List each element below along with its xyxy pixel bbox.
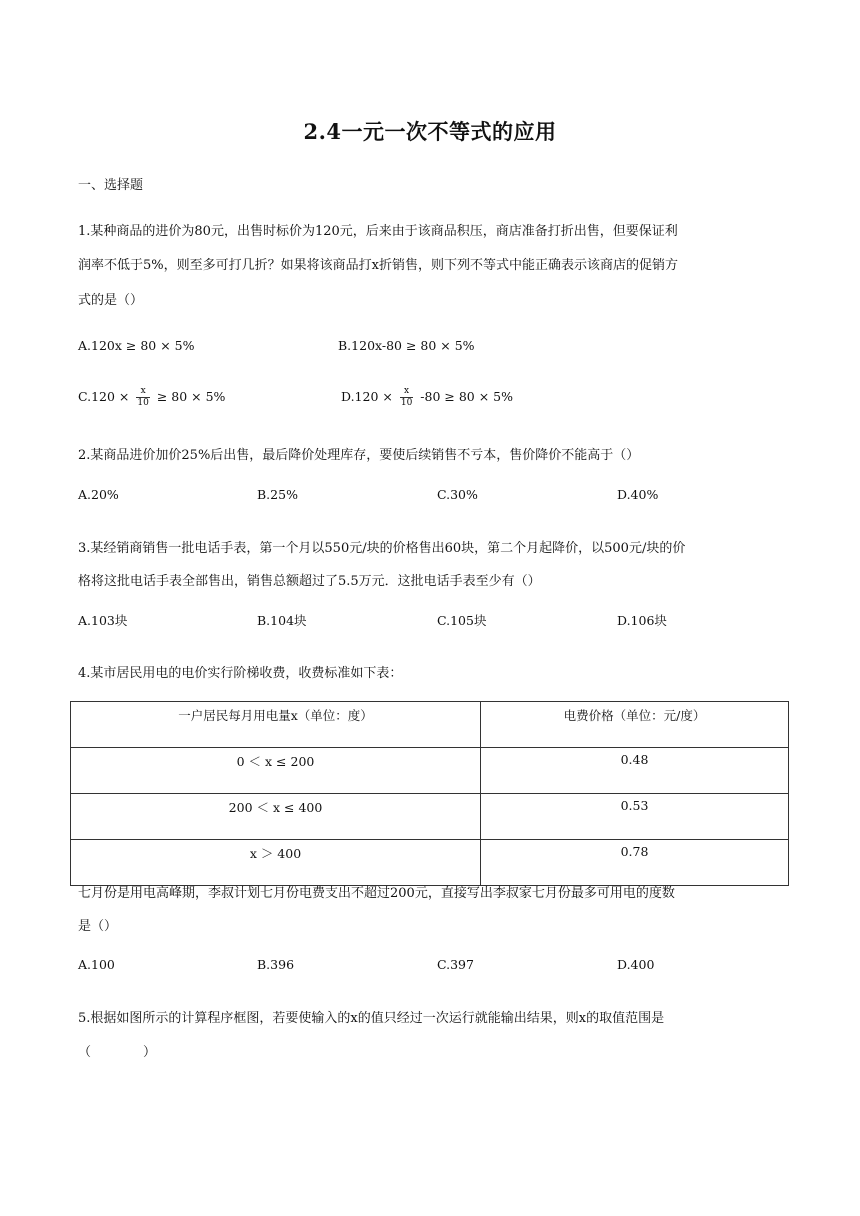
q4-intro: 4.某市居民用电的电价实行阶梯收费，收费标准如下表： bbox=[78, 666, 403, 681]
q1-text-line-1: 1.某种商品的进价为80元，出售时标价为120元，后来由于该商品积压，商店准备打折出售，但要保证利 bbox=[78, 224, 678, 239]
fraction-numerator: x bbox=[136, 386, 149, 398]
table-cell: 0.53 bbox=[481, 794, 789, 840]
q3-option-a: A.103块 bbox=[78, 613, 128, 628]
table-header-row bbox=[71, 702, 789, 748]
q5-text-line-1: 5.根据如图所示的计算程序框图，若要使输入的x的值只经过一次运行就能输出结果，则x的取值范围是 bbox=[78, 1011, 665, 1026]
fraction-numerator: x bbox=[400, 386, 413, 398]
table-header-cell: 一户居民每月用电量x（单位：度） bbox=[71, 702, 481, 748]
table-row bbox=[71, 794, 789, 840]
table-cell: 0.48 bbox=[481, 748, 789, 794]
q1-option-d-suffix: -80 ≥ 80 × 5% bbox=[420, 389, 513, 404]
q1-option-c-prefix: C.120 × bbox=[78, 389, 130, 404]
section-heading: 一、选择题 bbox=[78, 178, 144, 193]
table-row bbox=[71, 840, 789, 886]
q1-option-c bbox=[78, 386, 225, 409]
q1-option-a: A.120x ≥ 80 × 5% bbox=[78, 338, 195, 353]
q3-option-c: C.105块 bbox=[437, 613, 487, 628]
table-cell: 0.78 bbox=[481, 840, 789, 886]
q1-option-d bbox=[341, 386, 513, 409]
q2-option-c: C.30% bbox=[437, 487, 478, 502]
q3-option-b: B.104块 bbox=[257, 613, 307, 628]
table-row bbox=[71, 748, 789, 794]
table-cell: 200 ＜ x ≤ 400 bbox=[71, 794, 481, 840]
q4-option-b: B.396 bbox=[257, 957, 295, 972]
q1-option-c-suffix: ≥ 80 × 5% bbox=[156, 389, 226, 404]
q1-option-c-fraction bbox=[136, 386, 149, 409]
q3-text-line-1: 3.某经销商销售一批电话手表，第一个月以550元/块的价格售出60块，第二个月起降价，以500元/块的价 bbox=[78, 541, 686, 556]
q4-text-line-2: 是（） bbox=[78, 919, 118, 934]
q4-option-a: A.100 bbox=[78, 957, 115, 972]
fraction-denominator: 10 bbox=[400, 398, 413, 408]
q4-option-c: C.397 bbox=[437, 957, 474, 972]
q2-option-a: A.20% bbox=[78, 487, 119, 502]
q2-option-d: D.40% bbox=[617, 487, 659, 502]
q3-text-line-2: 格将这批电话手表全部售出，销售总额超过了5.5万元．这批电话手表至少有（） bbox=[78, 574, 541, 589]
q1-option-d-fraction bbox=[400, 386, 413, 409]
q4-text-line-1: 七月份是用电高峰期，李叔计划七月份电费支出不超过200元，直接写出李叔家七月份最多可用电的度数 bbox=[78, 886, 675, 901]
q1-text-line-3: 式的是（） bbox=[78, 293, 144, 308]
table-header-cell: 电费价格（单位：元/度） bbox=[481, 702, 789, 748]
q5-text-line-2: （ ） bbox=[78, 1045, 157, 1060]
q1-option-d-prefix: D.120 × bbox=[341, 389, 393, 404]
q3-option-d: D.106块 bbox=[617, 613, 667, 628]
q1-text-line-2: 润率不低于5%，则至多可打几折？如果将该商品打x折销售，则下列不等式中能正确表示该商店的促销方 bbox=[78, 258, 678, 273]
q2-text: 2.某商品进价加价25%后出售，最后降价处理库存，要使后续销售不亏本，售价降价不能高于（） bbox=[78, 448, 640, 463]
q1-option-b: B.120x-80 ≥ 80 × 5% bbox=[338, 338, 475, 353]
q4-option-d: D.400 bbox=[617, 957, 655, 972]
fraction-denominator: 10 bbox=[137, 398, 149, 408]
electricity-price-table bbox=[70, 701, 789, 886]
table-cell: x ＞ 400 bbox=[71, 840, 481, 886]
table-cell: 0 ＜ x ≤ 200 bbox=[71, 748, 481, 794]
page-title: 2.4一元一次不等式的应用 bbox=[303, 119, 557, 144]
q2-option-b: B.25% bbox=[257, 487, 298, 502]
